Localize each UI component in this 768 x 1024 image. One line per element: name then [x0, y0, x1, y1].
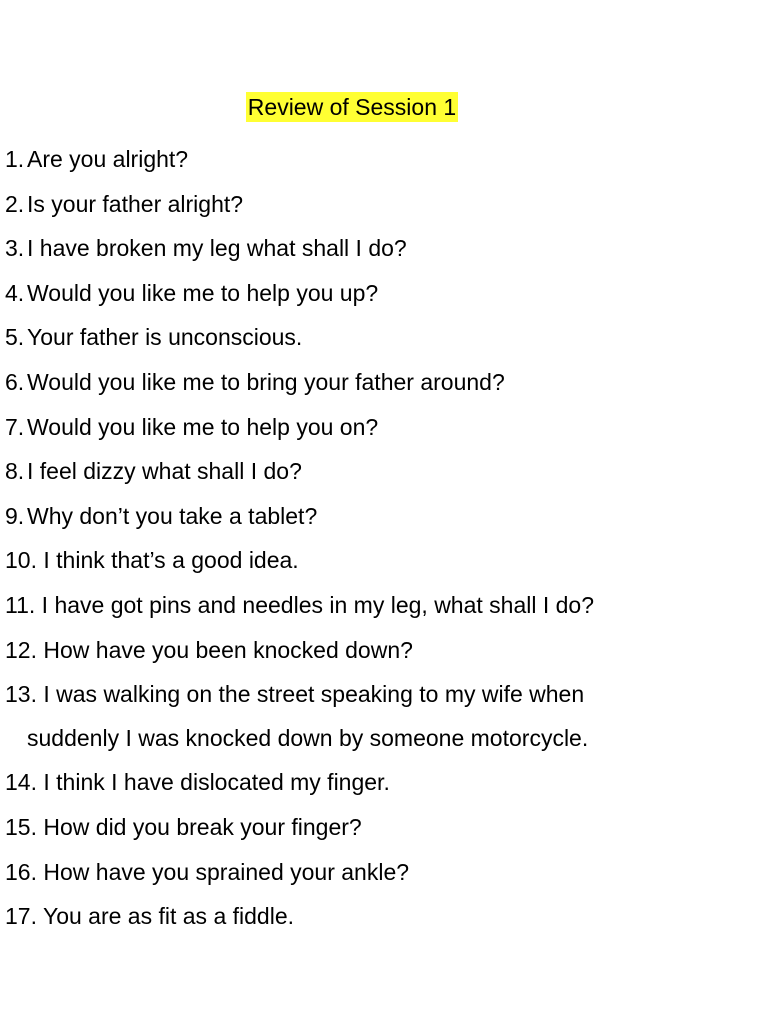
- item-text: I think that’s a good idea.: [43, 547, 299, 574]
- item-text-continuation: suddenly I was knocked down by someone motorcycle.: [27, 724, 589, 751]
- title-container: [0, 92, 704, 122]
- item-number: 3.: [5, 235, 25, 262]
- list-item: [5, 538, 765, 583]
- item-text: You are as fit as a fiddle.: [42, 903, 295, 930]
- list-item: [5, 494, 765, 539]
- item-number: 12.: [5, 636, 37, 663]
- item-number: 15.: [5, 813, 37, 840]
- list-item: [5, 360, 765, 405]
- item-text: Would you like me to bring your father around?: [27, 368, 505, 395]
- list-item: [5, 449, 765, 494]
- item-number: 8.: [5, 458, 25, 485]
- list-item: [5, 894, 765, 939]
- list-item: [5, 271, 765, 316]
- item-text: How have you been knocked down?: [43, 636, 413, 663]
- list-item: [5, 672, 765, 760]
- item-text: How have you sprained your ankle?: [43, 858, 410, 885]
- question-list: [5, 137, 765, 939]
- list-item: [5, 583, 765, 628]
- list-item: [5, 405, 765, 450]
- list-item: [5, 760, 765, 805]
- item-number: 14.: [5, 769, 37, 796]
- item-number: 5.: [5, 324, 25, 351]
- item-text: Would you like me to help you on?: [27, 413, 379, 440]
- list-item: [5, 850, 765, 895]
- item-text: Are you alright?: [27, 146, 189, 172]
- list-item: [5, 315, 765, 360]
- item-number: 16.: [5, 858, 37, 885]
- item-number: 1.: [5, 146, 25, 172]
- item-text: I have broken my leg what shall I do?: [27, 235, 407, 262]
- list-item: [5, 628, 765, 673]
- item-text: Why don’t you take a tablet?: [27, 502, 318, 529]
- list-item: [5, 805, 765, 850]
- item-number: 9.: [5, 502, 25, 529]
- item-text: Is your father alright?: [27, 190, 244, 217]
- item-number: 17.: [5, 903, 37, 930]
- list-item: [5, 137, 765, 182]
- item-number: 13.: [5, 681, 37, 708]
- item-text: Your father is unconscious.: [27, 324, 303, 351]
- item-number: 2.: [5, 190, 25, 217]
- item-text: Would you like me to help you up?: [27, 279, 379, 306]
- item-number: 4.: [5, 279, 25, 306]
- item-text: I have got pins and needles in my leg, what shall I do?: [41, 591, 595, 618]
- item-text: I feel dizzy what shall I do?: [27, 458, 302, 485]
- item-text: I was walking on the street speaking to my wife when: [43, 681, 585, 708]
- item-number: 11.: [5, 591, 36, 618]
- list-item: [5, 226, 765, 271]
- item-number: 6.: [5, 368, 25, 395]
- document-title: Review of Session 1: [247, 94, 457, 120]
- item-text: I think I have dislocated my finger.: [43, 769, 390, 796]
- list-item: [5, 182, 765, 227]
- item-text: How did you break your finger?: [43, 813, 362, 840]
- item-number: 7.: [5, 413, 25, 440]
- item-number: 10.: [5, 547, 37, 574]
